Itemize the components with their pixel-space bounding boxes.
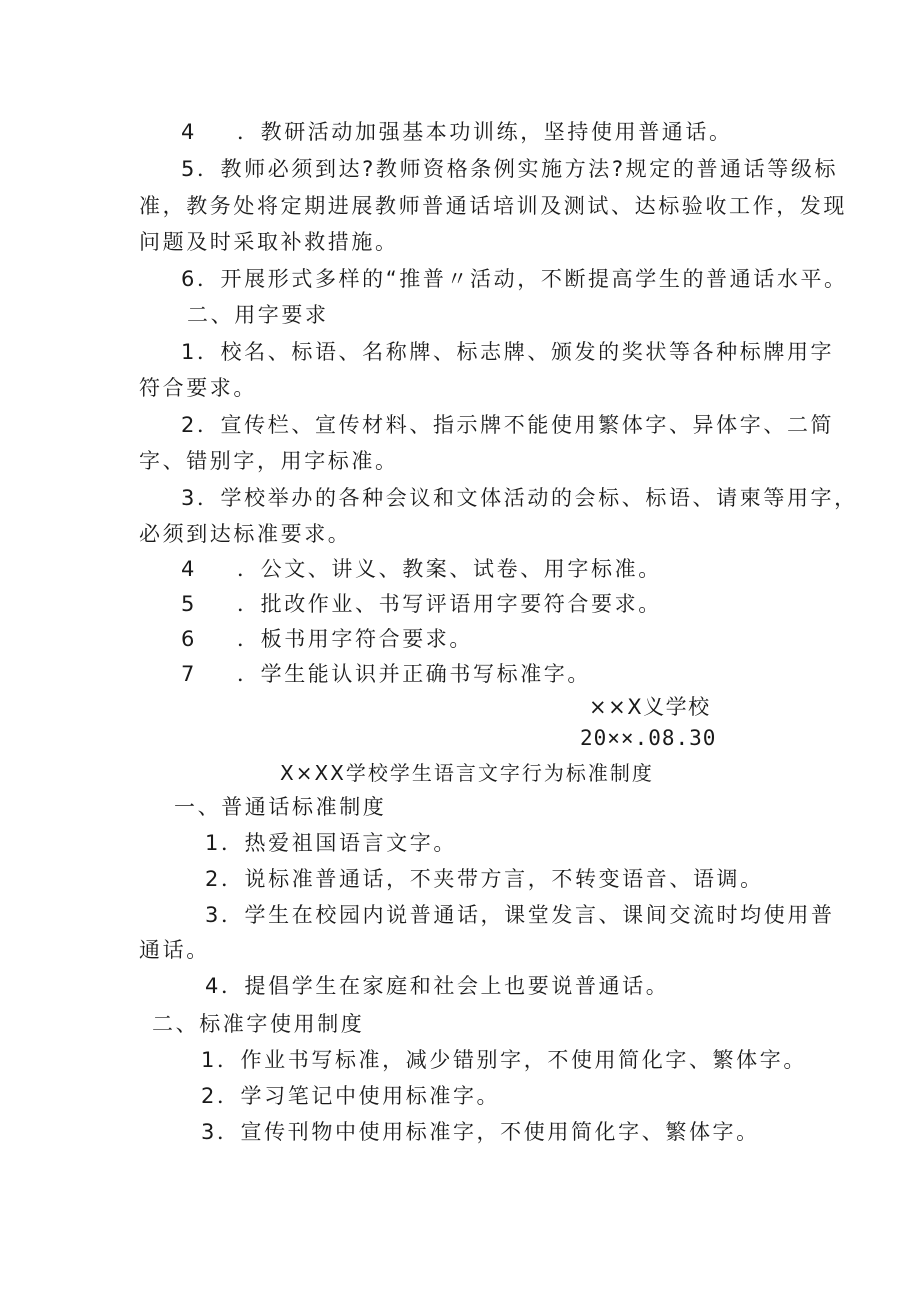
doc2-s2-item-2: 2．学习笔记中使用标准字。 bbox=[201, 1084, 501, 1108]
doc-title: X×XX学校学生语言文字行为标准制度 bbox=[280, 761, 654, 785]
signature-school: ××X义学校 bbox=[589, 695, 711, 719]
doc2-s1-item-3-line-1: 3．学生在校园内说普通话，课堂发言、课间交流时均使用普 bbox=[205, 903, 835, 927]
doc2-s2-item-1: 1．作业书写标准，减少错别字，不使用简化字、繁体字。 bbox=[201, 1048, 807, 1072]
s2-item-3-line-2: 必须到达标准要求。 bbox=[139, 522, 352, 546]
s2-item-4-line bbox=[181, 555, 662, 583]
item-text: ．学生能认识并正确书写标准字。 bbox=[237, 662, 591, 686]
item-text: ．批改作业、书写评语用字要符合要求。 bbox=[237, 592, 662, 616]
signature-date: 20××.08.30 bbox=[580, 726, 717, 750]
item-text: ．教研活动加强基本功训练，坚持使用普通话。 bbox=[237, 120, 733, 144]
s2-item-3-line-1: 3．学校举办的各种会议和文体活动的会标、标语、请柬等用字， bbox=[181, 486, 858, 510]
doc2-s1-item-3-line-2: 通话。 bbox=[139, 938, 210, 962]
item-number: 4 bbox=[181, 557, 197, 581]
item-4-line bbox=[181, 118, 733, 146]
s2-item-2-line-1: 2．宣传栏、宣传材料、指示牌不能使用繁体字、异体字、二简 bbox=[181, 413, 835, 437]
s2-item-1-line-2: 符合要求。 bbox=[139, 376, 257, 400]
item-6-line: 6．开展形式多样的“推普〃活动，不断提高学生的普通话水平。 bbox=[181, 267, 848, 291]
doc2-s2-item-3: 3．宣传刊物中使用标准字，不使用简化字、繁体字。 bbox=[201, 1120, 760, 1144]
doc2-section-1-heading: 一、普通话标准制度 bbox=[174, 795, 387, 819]
item-5-line-2: 准，教务处将定期进展教师普通话培训及测试、达标验收工作，发现 bbox=[139, 194, 847, 218]
item-number: 7 bbox=[181, 662, 197, 686]
item-5-line-1: 5．教师必须到达?教师资格条例实施方法?规定的普通话等级标 bbox=[181, 157, 839, 181]
item-5-line-3: 问题及时采取补救措施。 bbox=[139, 230, 399, 254]
section-heading: 二、用字要求 bbox=[187, 303, 329, 327]
s2-item-5-line bbox=[181, 590, 662, 618]
s2-item-7-line bbox=[181, 660, 591, 688]
s2-item-2-line-2: 字、错别字，用字标准。 bbox=[139, 449, 399, 473]
doc2-section-2-heading: 二、标准字使用制度 bbox=[152, 1012, 365, 1036]
s2-item-1-line-1: 1．校名、标语、名称牌、标志牌、颁发的奖状等各种标牌用字 bbox=[181, 340, 835, 364]
item-text: ．板书用字符合要求。 bbox=[237, 627, 473, 651]
item-number: 6 bbox=[181, 627, 197, 651]
doc2-s1-item-4: 4．提倡学生在家庭和社会上也要说普通话。 bbox=[205, 974, 670, 998]
s2-item-6-line bbox=[181, 625, 473, 653]
doc2-s1-item-1: 1．热爱祖国语言文字。 bbox=[205, 831, 457, 855]
item-text: ．公文、讲义、教案、试卷、用字标准。 bbox=[237, 557, 662, 581]
item-number: 4 bbox=[181, 120, 197, 144]
item-number: 5 bbox=[181, 592, 197, 616]
doc2-s1-item-2: 2．说标准普通话，不夹带方言，不转变语音、语调。 bbox=[205, 867, 764, 891]
